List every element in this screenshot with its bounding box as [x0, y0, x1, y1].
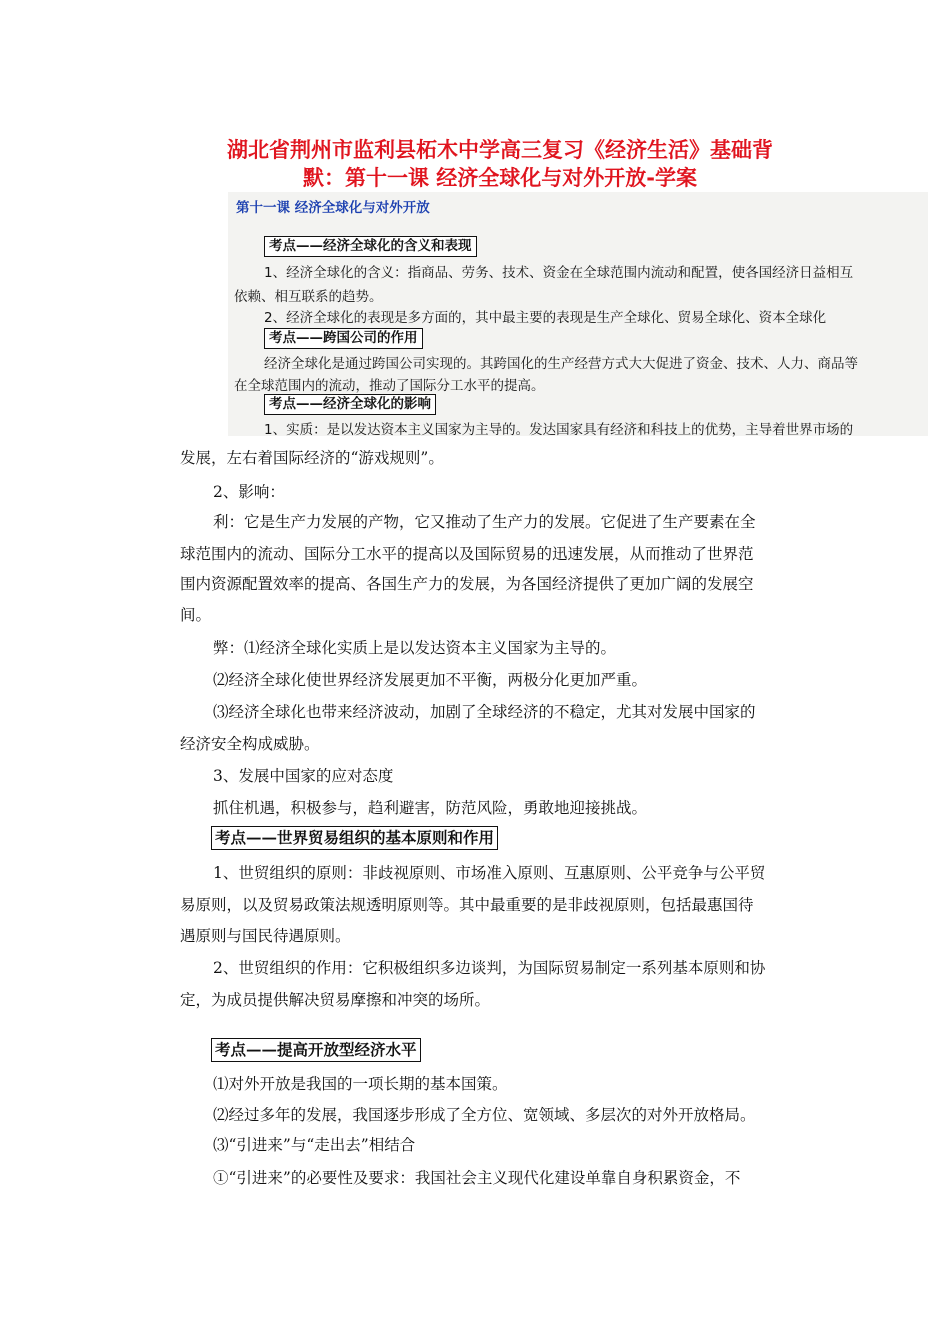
body-line: 2、影响： — [213, 483, 285, 501]
topic-box-multinational: 考点——跨国公司的作用 — [264, 328, 423, 349]
body-line: 易原则，以及贸易政策法规透明原则等。其中最重要的是非歧视原则，包括最惠国待 — [180, 896, 754, 914]
body-line: ①“引进来”的必要性及要求：我国社会主义现代化建设单靠自身积累资金，不 — [213, 1169, 741, 1187]
body-line: 利：它是生产力发展的产物，它又推动了生产力的发展。它促进了生产要素在全 — [213, 513, 756, 531]
scan-paragraph-line: 2、经济全球化的表现是多方面的，其中最主要的表现是生产全球化、贸易全球化、资本全球化 — [264, 310, 827, 326]
body-line: 间。 — [180, 606, 212, 624]
scan-paragraph-line: 在全球范围内的流动，推动了国际分工水平的提高。 — [234, 378, 545, 394]
body-line: 球范围内的流动、国际分工水平的提高以及国际贸易的迅速发展，从而推动了世界范 — [180, 545, 754, 563]
body-line: ⑵经济全球化使世界经济发展更加不平衡，两极分化更加严重。 — [213, 671, 648, 689]
body-line: ⑶经济全球化也带来经济波动，加剧了全球经济的不稳定，尤其对发展中国家的 — [213, 703, 756, 721]
body-line: 3、发展中国家的应对态度 — [213, 767, 394, 785]
body-line: 1、世贸组织的原则：非歧视原则、市场准入原则、互惠原则、公平竞争与公平贸 — [213, 864, 766, 882]
title-line-2: 默：第十一课 经济全球化与对外开放-学案 — [302, 166, 698, 190]
body-line: ⑴对外开放是我国的一项长期的基本国策。 — [213, 1075, 508, 1093]
body-line: ⑶“引进来”与“走出去”相结合 — [213, 1136, 416, 1154]
title-line-1: 湖北省荆州市监利县柘木中学高三复习《经济生活》基础背 — [227, 138, 773, 162]
topic-box-meaning: 考点——经济全球化的含义和表现 — [264, 236, 477, 257]
topic-box-wto: 考点——世界贸易组织的基本原则和作用 — [211, 826, 498, 850]
document-title — [150, 136, 850, 192]
body-line: 定，为成员提供解决贸易摩擦和冲突的场所。 — [180, 991, 491, 1009]
scan-paragraph-line: 1、经济全球化的含义：指商品、劳务、技术、资金在全球范围内流动和配置，使各国经济日益相互 — [264, 265, 854, 281]
body-line: 发展，左右着国际经济的“游戏规则”。 — [180, 449, 444, 467]
body-line: 抓住机遇，积极参与，趋利避害，防范风险，勇敢地迎接挑战。 — [213, 799, 648, 817]
body-line: ⑵经过多年的发展，我国逐步形成了全方位、宽领域、多层次的对外开放格局。 — [213, 1106, 756, 1124]
scanned-excerpt — [228, 192, 928, 436]
scan-paragraph-line: 1、实质：是以发达资本主义国家为主导的。发达国家具有经济和科技上的优势，主导着世界市场的 — [264, 422, 854, 438]
topic-box-open-economy: 考点——提高开放型经济水平 — [211, 1038, 421, 1062]
scan-paragraph-line: 依赖、相互联系的趋势。 — [234, 289, 383, 305]
lesson-heading: 第十一课 经济全球化与对外开放 — [236, 200, 430, 216]
body-line: 遇原则与国民待遇原则。 — [180, 927, 351, 945]
topic-box-impact: 考点——经济全球化的影响 — [264, 394, 436, 415]
body-line: 弊：⑴经济全球化实质上是以发达资本主义国家为主导的。 — [213, 639, 617, 657]
body-line: 围内资源配置效率的提高、各国生产力的发展，为各国经济提供了更加广阔的发展空 — [180, 575, 754, 593]
scan-paragraph-line: 经济全球化是通过跨国公司实现的。其跨国化的生产经营方式大大促进了资金、技术、人力、商品等 — [264, 356, 858, 372]
body-line: 2、世贸组织的作用：它积极组织多边谈判，为国际贸易制定一系列基本原则和协 — [213, 959, 766, 977]
body-line: 经济安全构成威胁。 — [180, 735, 320, 753]
